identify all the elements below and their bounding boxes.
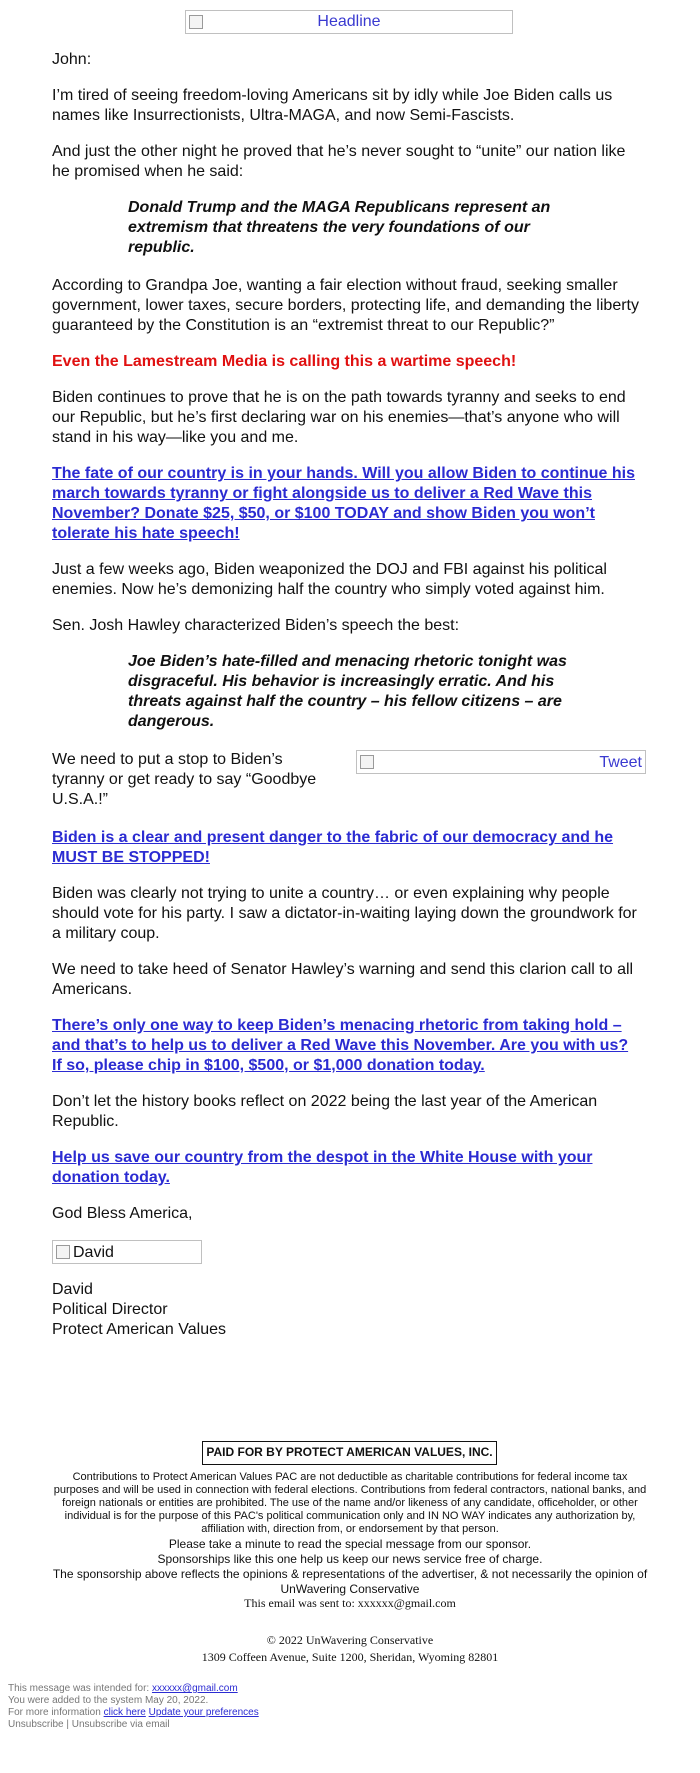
paragraph-3: According to Grandpa Joe, wanting a fair election without fraud, seeking smaller government, lower taxes, secure borders, protecting life, and demanding the liberty guaranteed by the Constitution is an “extremist threat to our Republic?” xyxy=(52,277,639,334)
legal-disclaimer: Contributions to Protect American Values PAC are not deductible as charitable contributions for federal income tax purposes and will be used in connection with federal elections. Contributions from federal contractors, national banks, and foreign nationals or entities are prohibited. The use of the name and/or likeness of any candidate, officeholder, or other individual is for the purpose of this PAC's political communication only and IN NO WAY indicates any authorization by, affiliation with, direction from, or endorsement by that person. xyxy=(53,1471,647,1535)
paragraph-5: Just a few weeks ago, Biden weaponized the DOJ and FBI against his political enemies. Now he’s demonizing half the country who simply voted against him. xyxy=(52,561,607,598)
paragraph-6: Sen. Josh Hawley characterized Biden’s speech the best: xyxy=(52,617,460,634)
donate-link-1[interactable]: The fate of our country is in your hands. Will you allow Biden to continue his march towards tyranny or fight alongside us to deliver a Red Wave this November? Donate $25, $50, or $100 TODAY and show Biden you won’t tolerate his hate speech! xyxy=(52,465,635,542)
intended-line xyxy=(8,1683,508,1695)
click-here-link[interactable]: click here xyxy=(103,1707,146,1718)
paragraph-9: We need to take heed of Senator Hawley’s warning and send this clarion call to all Americans. xyxy=(52,961,634,998)
hawley-quote: Joe Biden’s hate-filled and menacing rhetoric tonight was disgraceful. His behavior is increasingly erratic. And his threats against half the country – his fellow citizens – are dangerous. xyxy=(128,653,567,730)
paragraph-7: We need to put a stop to Biden’s tyranny or get ready to say “Goodbye U.S.A.!” xyxy=(52,751,317,808)
headline-image-alt: Headline xyxy=(317,13,381,30)
biden-quote: Donald Trump and the MAGA Republicans represent an extremism that threatens the very foundations of our republic. xyxy=(128,199,551,256)
intended-email-link[interactable]: xxxxxx@gmail.com xyxy=(151,1683,238,1694)
donate-link-4[interactable]: Help us save our country from the despot in the White House with your donation today. xyxy=(52,1149,593,1186)
sponsor-notice xyxy=(30,1537,670,1597)
tweet-button[interactable] xyxy=(356,750,646,774)
update-preferences-link[interactable]: Update your preferences xyxy=(148,1707,259,1718)
closing: God Bless America, xyxy=(52,1205,193,1222)
postal-address: 1309 Coffeen Avenue, Suite 1200, Sheridan, Wyoming 82801 xyxy=(201,1650,499,1664)
paragraph-2: And just the other night he proved that he’s never sought to “unite” our nation like he promised when he said: xyxy=(52,143,626,180)
paid-for-box: PAID FOR BY PROTECT AMERICAN VALUES, INC. xyxy=(202,1441,497,1465)
headline-image xyxy=(185,10,513,34)
copyright-block xyxy=(0,1632,700,1666)
email-footer xyxy=(8,1683,508,1731)
sent-to-notice: This email was sent to: xxxxxx@gmail.com xyxy=(244,1596,456,1610)
footer-separator: | xyxy=(66,1719,69,1730)
paragraph-4: Biden continues to prove that he is on the path towards tyranny and seeks to end our Republic, but he’s first declaring war on his enemies—that’s anyone who will stand in his way—like you and me. xyxy=(52,389,626,446)
sponsor-line-2: Sponsorships like this one help us keep our news service free of charge. xyxy=(157,1552,543,1566)
donate-link-3[interactable]: There’s only one way to keep Biden’s menacing rhetoric from taking hold – and that’s to help us to deliver a Red Wave this November. Are you with us? If so, please chip in $100, $500, or $1,000 donation today. xyxy=(52,1017,629,1074)
signature-org: Protect American Values xyxy=(52,1321,227,1338)
tweet-image-alt[interactable]: Tweet xyxy=(599,754,642,771)
red-headline: Even the Lamestream Media is calling this a wartime speech! xyxy=(52,353,517,370)
signature-block xyxy=(52,1280,642,1340)
salutation: John: xyxy=(52,51,92,68)
unsubscribe-link[interactable]: Unsubscribe xyxy=(8,1719,64,1730)
sponsor-line-1: Please take a minute to read the special message from our sponsor. xyxy=(168,1537,532,1551)
unsubscribe-email-link[interactable]: Unsubscribe via email xyxy=(71,1719,170,1730)
broken-image-icon xyxy=(56,1245,70,1259)
intended-label: This message was intended for: xyxy=(8,1683,150,1694)
tweet-row xyxy=(52,750,642,812)
paragraph-1: I’m tired of seeing freedom-loving Americans sit by idly while Joe Biden calls us names like Insurrectionists, Ultra-MAGA, and now Semi-Fascists. xyxy=(52,87,613,124)
more-info-line xyxy=(8,1707,508,1719)
more-info-label: For more information xyxy=(8,1707,101,1718)
broken-image-icon xyxy=(360,755,374,769)
added-line: You were added to the system May 20, 2022. xyxy=(8,1695,209,1706)
paragraph-10: Don’t let the history books reflect on 2022 being the last year of the American Republic. xyxy=(52,1093,598,1130)
donate-link-2[interactable]: Biden is a clear and present danger to the fabric of our democracy and he MUST BE STOPPED! xyxy=(52,829,614,866)
letter-content xyxy=(52,50,642,1340)
unsubscribe-line xyxy=(8,1719,508,1731)
sponsor-line-3: The sponsorship above reflects the opinions & representations of the advertiser, & not necessarily the opinion of UnWavering Conservative xyxy=(52,1567,648,1596)
paragraph-8: Biden was clearly not trying to unite a country… or even explaining why people should vote for his party. I saw a dictator-in-waiting laying down the groundwork for a military coup. xyxy=(52,885,637,942)
signature-title: Political Director xyxy=(52,1301,168,1318)
copyright: © 2022 UnWavering Conservative xyxy=(266,1633,434,1647)
signature-image-alt: David xyxy=(73,1244,114,1261)
signature-image xyxy=(52,1240,202,1264)
signature-name: David xyxy=(52,1281,93,1298)
